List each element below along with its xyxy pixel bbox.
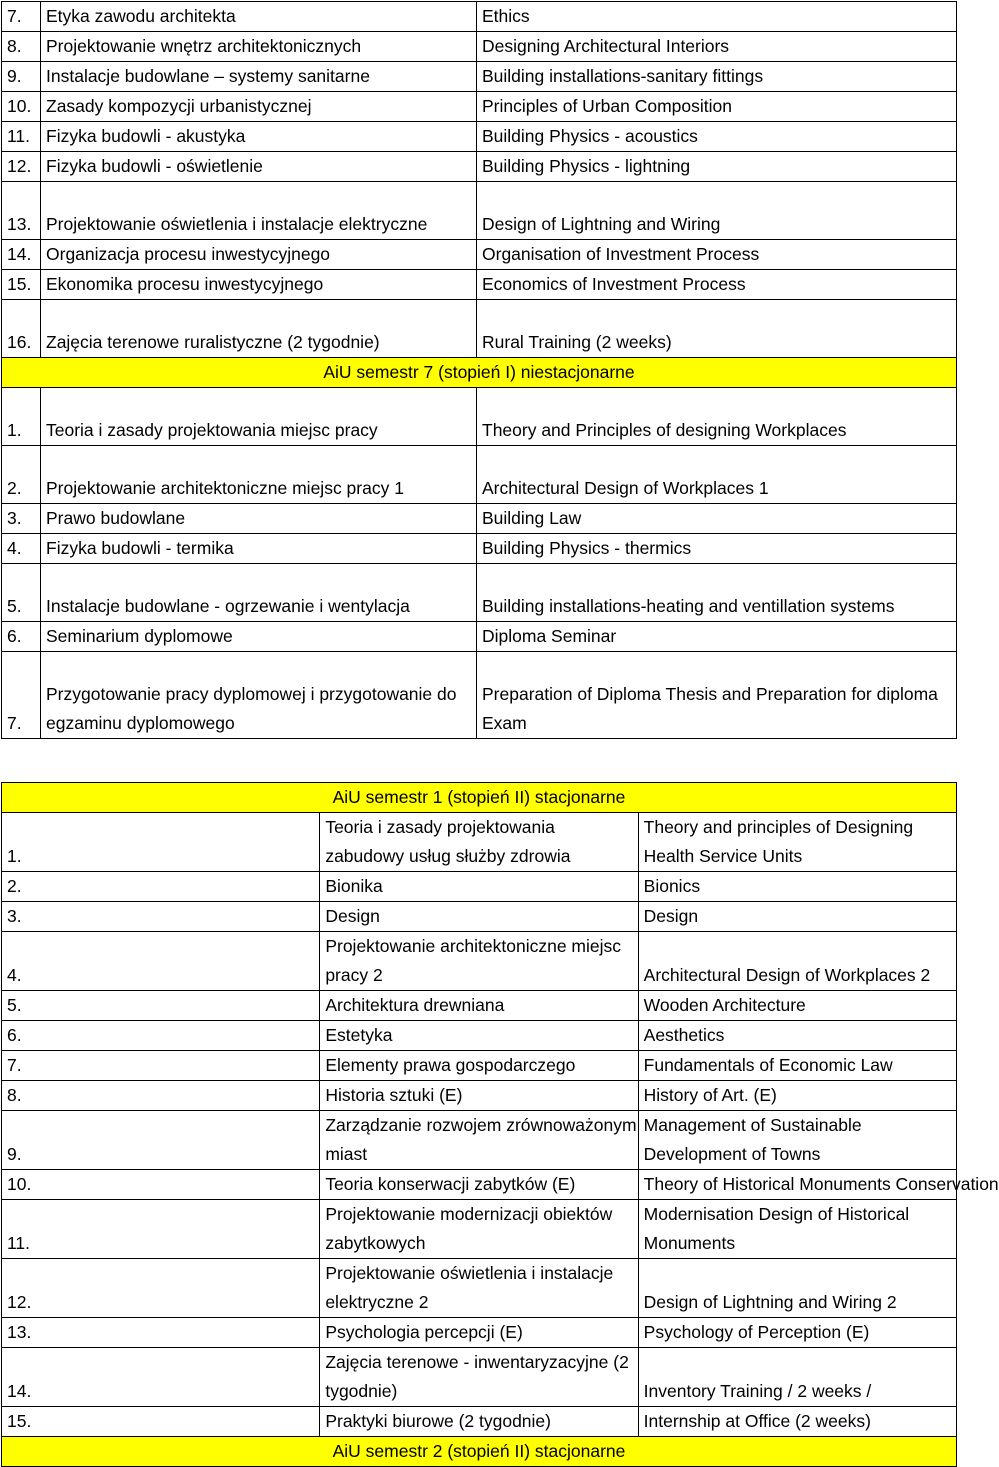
course-name-en: Architectural Design of Workplaces 2 bbox=[638, 932, 956, 991]
table-row bbox=[2, 270, 957, 300]
course-number: 1. bbox=[2, 813, 320, 872]
course-table-2 bbox=[1, 782, 999, 1467]
course-name-pl: Instalacje budowlane - ogrzewanie i wentylacja bbox=[41, 564, 477, 622]
course-name-en: Inventory Training / 2 weeks / bbox=[638, 1348, 956, 1407]
course-number: 13. bbox=[2, 182, 41, 240]
course-number: 1. bbox=[2, 388, 41, 446]
table-row bbox=[2, 122, 957, 152]
course-number: 7. bbox=[2, 652, 41, 739]
table-row bbox=[2, 1111, 957, 1170]
course-number: 9. bbox=[2, 1111, 320, 1170]
course-number: 10. bbox=[2, 92, 41, 122]
course-name-pl: Psychologia percepcji (E) bbox=[320, 1318, 638, 1348]
course-name-pl: Zajęcia terenowe - inwentaryzacyjne (2 tygodnie) bbox=[320, 1348, 638, 1407]
course-name-en: Wooden Architecture bbox=[638, 991, 956, 1021]
course-name-pl: Ekonomika procesu inwestycyjnego bbox=[41, 270, 477, 300]
course-name-en: Building installations-sanitary fittings bbox=[477, 62, 957, 92]
course-number: 11. bbox=[2, 1200, 320, 1259]
course-name-en: Building Law bbox=[477, 504, 957, 534]
course-name-en: Modernisation Design of Historical Monuments bbox=[638, 1200, 956, 1259]
course-name-en: Management of Sustainable Development of Towns bbox=[638, 1111, 956, 1170]
table-row bbox=[2, 92, 957, 122]
table-row bbox=[2, 62, 957, 92]
course-name-pl: Prawo budowlane bbox=[41, 504, 477, 534]
course-name-pl: Architektura drewniana bbox=[320, 991, 638, 1021]
course-name-pl: Elementy prawa gospodarczego bbox=[320, 1051, 638, 1081]
course-name-en: Theory and Principles of designing Workplaces bbox=[477, 388, 957, 446]
table-row bbox=[2, 1051, 957, 1081]
course-name-en: Building Physics - acoustics bbox=[477, 122, 957, 152]
course-number: 14. bbox=[2, 1348, 320, 1407]
course-name-en: Building Physics - thermics bbox=[477, 534, 957, 564]
course-number: 2. bbox=[2, 872, 320, 902]
table-row bbox=[2, 1259, 957, 1318]
course-name-pl: Design bbox=[320, 902, 638, 932]
course-name-pl: Etyka zawodu architekta bbox=[41, 2, 477, 32]
course-name-pl: Estetyka bbox=[320, 1021, 638, 1051]
table-row bbox=[2, 1200, 957, 1259]
table-row bbox=[2, 1021, 957, 1051]
table-row bbox=[2, 932, 957, 991]
course-name-en: Preparation of Diploma Thesis and Preparation for diploma Exam bbox=[477, 652, 957, 739]
table-row bbox=[2, 152, 957, 182]
course-name-en: Aesthetics bbox=[638, 1021, 956, 1051]
course-name-pl: Instalacje budowlane – systemy sanitarne bbox=[41, 62, 477, 92]
table-row bbox=[2, 1407, 957, 1437]
course-name-en: Economics of Investment Process bbox=[477, 270, 957, 300]
table-row bbox=[2, 622, 957, 652]
course-name-pl: Seminarium dyplomowe bbox=[41, 622, 477, 652]
table-row bbox=[2, 872, 957, 902]
course-name-en: Designing Architectural Interiors bbox=[477, 32, 957, 62]
table-row bbox=[2, 446, 957, 504]
course-name-pl: Projektowanie architektoniczne miejsc pracy 1 bbox=[41, 446, 477, 504]
course-name-en: Psychology of Perception (E) bbox=[638, 1318, 956, 1348]
table-row bbox=[2, 388, 957, 446]
course-number: 9. bbox=[2, 62, 41, 92]
course-name-en: Architectural Design of Workplaces 1 bbox=[477, 446, 957, 504]
course-name-pl: Teoria i zasady projektowania miejsc pracy bbox=[41, 388, 477, 446]
course-name-pl: Teoria konserwacji zabytków (E) bbox=[320, 1170, 638, 1200]
section-header-row bbox=[2, 783, 957, 813]
course-number: 6. bbox=[2, 1021, 320, 1051]
course-name-pl: Organizacja procesu inwestycyjnego bbox=[41, 240, 477, 270]
table-row bbox=[2, 32, 957, 62]
section-header: AiU semestr 2 (stopień II) stacjonarne bbox=[2, 1437, 957, 1467]
course-number: 7. bbox=[2, 2, 41, 32]
course-name-en: Theory of Historical Monuments Conservation bbox=[638, 1170, 956, 1200]
course-number: 11. bbox=[2, 122, 41, 152]
course-name-pl: Projektowanie oświetlenia i instalacje elektryczne bbox=[41, 182, 477, 240]
course-name-pl: Bionika bbox=[320, 872, 638, 902]
course-number: 12. bbox=[2, 152, 41, 182]
table-row bbox=[2, 1081, 957, 1111]
course-number: 15. bbox=[2, 270, 41, 300]
table-row bbox=[2, 504, 957, 534]
course-name-en: Ethics bbox=[477, 2, 957, 32]
table-row bbox=[2, 300, 957, 358]
course-number: 3. bbox=[2, 504, 41, 534]
course-name-pl: Przygotowanie pracy dyplomowej i przygotowanie do egzaminu dyplomowego bbox=[41, 652, 477, 739]
course-name-en: Diploma Seminar bbox=[477, 622, 957, 652]
course-name-en: Building Physics - lightning bbox=[477, 152, 957, 182]
course-name-en: Design of Lightning and Wiring 2 bbox=[638, 1259, 956, 1318]
table-row bbox=[2, 1170, 957, 1200]
course-name-en: Principles of Urban Composition bbox=[477, 92, 957, 122]
course-number: 12. bbox=[2, 1259, 320, 1318]
table-row bbox=[2, 534, 957, 564]
table-row bbox=[2, 652, 957, 739]
course-name-en: Bionics bbox=[638, 872, 956, 902]
table-row bbox=[2, 991, 957, 1021]
course-name-en: Design of Lightning and Wiring bbox=[477, 182, 957, 240]
course-name-pl: Zasady kompozycji urbanistycznej bbox=[41, 92, 477, 122]
table-row bbox=[2, 182, 957, 240]
section-header-row bbox=[2, 1437, 957, 1467]
table-row bbox=[2, 1318, 957, 1348]
course-number: 5. bbox=[2, 991, 320, 1021]
course-name-en: Fundamentals of Economic Law bbox=[638, 1051, 956, 1081]
course-name-pl: Fizyka budowli - termika bbox=[41, 534, 477, 564]
course-number: 5. bbox=[2, 564, 41, 622]
course-name-pl: Teoria i zasady projektowania zabudowy usług służby zdrowia bbox=[320, 813, 638, 872]
course-number: 3. bbox=[2, 902, 320, 932]
section-header: AiU semestr 1 (stopień II) stacjonarne bbox=[2, 783, 957, 813]
course-number: 8. bbox=[2, 32, 41, 62]
course-name-pl: Fizyka budowli - akustyka bbox=[41, 122, 477, 152]
course-number: 16. bbox=[2, 300, 41, 358]
course-name-en: Design bbox=[638, 902, 956, 932]
course-number: 2. bbox=[2, 446, 41, 504]
course-number: 4. bbox=[2, 534, 41, 564]
course-number: 14. bbox=[2, 240, 41, 270]
course-name-pl: Zajęcia terenowe ruralistyczne (2 tygodnie) bbox=[41, 300, 477, 358]
course-name-en: Internship at Office (2 weeks) bbox=[638, 1407, 956, 1437]
course-name-en: Rural Training (2 weeks) bbox=[477, 300, 957, 358]
course-name-pl: Praktyki biurowe (2 tygodnie) bbox=[320, 1407, 638, 1437]
section-header: AiU semestr 7 (stopień I) niestacjonarne bbox=[2, 358, 957, 388]
course-name-en: Building installations-heating and ventillation systems bbox=[477, 564, 957, 622]
course-name-pl: Historia sztuki (E) bbox=[320, 1081, 638, 1111]
section-header-row bbox=[2, 358, 957, 388]
course-name-pl: Projektowanie wnętrz architektonicznych bbox=[41, 32, 477, 62]
course-name-pl: Zarządzanie rozwojem zrównoważonym miast bbox=[320, 1111, 638, 1170]
table-row bbox=[2, 1348, 957, 1407]
table-row bbox=[2, 902, 957, 932]
course-number: 8. bbox=[2, 1081, 320, 1111]
course-name-en: Theory and principles of Designing Health Service Units bbox=[638, 813, 956, 872]
course-number: 4. bbox=[2, 932, 320, 991]
course-name-pl: Projektowanie oświetlenia i instalacje elektryczne 2 bbox=[320, 1259, 638, 1318]
course-table-1 bbox=[1, 1, 957, 739]
course-number: 13. bbox=[2, 1318, 320, 1348]
table-row bbox=[2, 240, 957, 270]
course-name-en: History of Art. (E) bbox=[638, 1081, 956, 1111]
course-number: 10. bbox=[2, 1170, 320, 1200]
course-number: 7. bbox=[2, 1051, 320, 1081]
course-number: 15. bbox=[2, 1407, 320, 1437]
course-name-pl: Projektowanie modernizacji obiektów zabytkowych bbox=[320, 1200, 638, 1259]
course-name-en: Organisation of Investment Process bbox=[477, 240, 957, 270]
table-row bbox=[2, 564, 957, 622]
table-row bbox=[2, 813, 957, 872]
course-name-pl: Fizyka budowli - oświetlenie bbox=[41, 152, 477, 182]
table-row bbox=[2, 2, 957, 32]
course-name-pl: Projektowanie architektoniczne miejsc pracy 2 bbox=[320, 932, 638, 991]
course-number: 6. bbox=[2, 622, 41, 652]
